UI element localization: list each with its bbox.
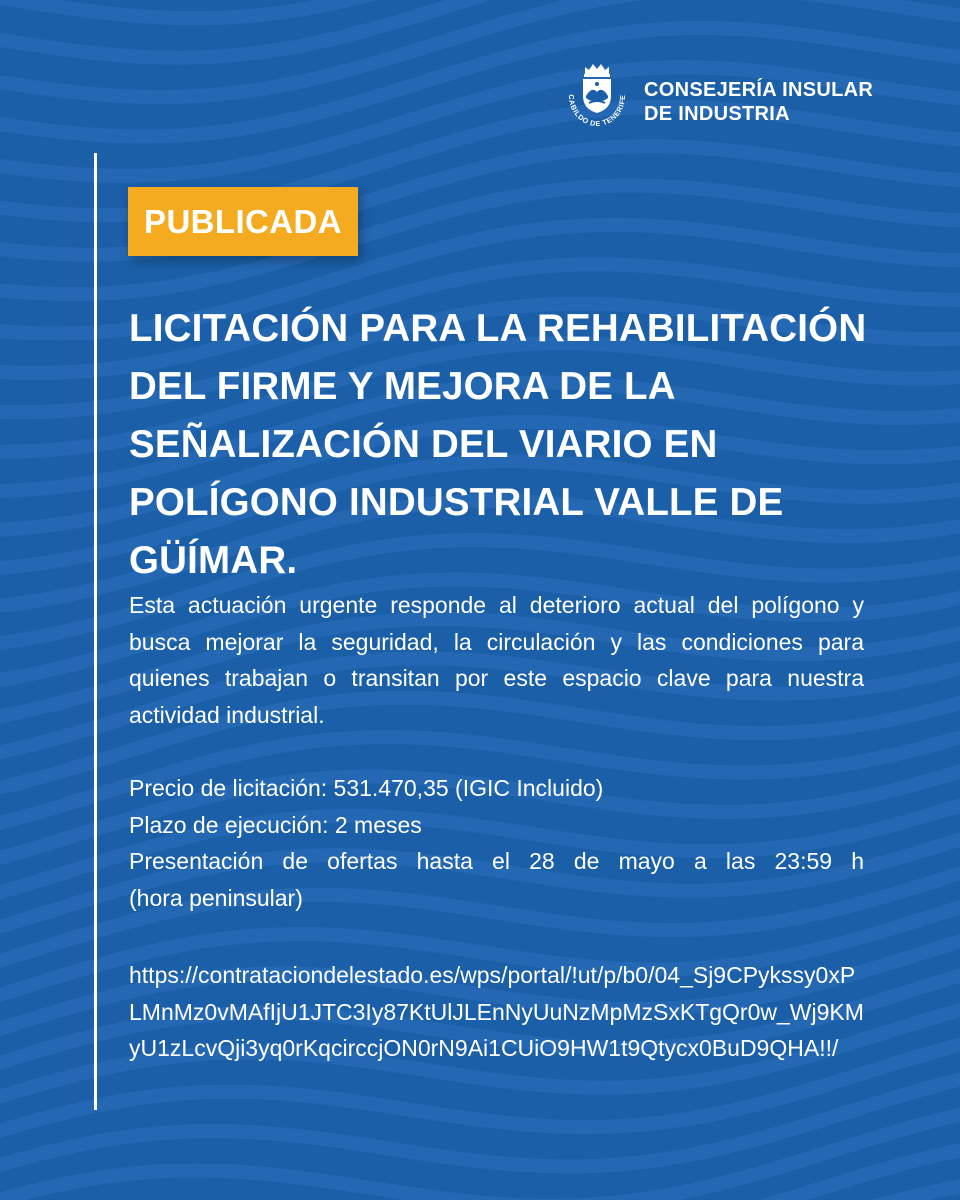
title-line: GÜÍMAR. xyxy=(129,539,298,582)
deadline-note: (hora peninsular) xyxy=(129,884,303,911)
price-line: Precio de licitación: 531.470,35 (IGIC Incluido) xyxy=(129,775,604,801)
term-line: Plazo de ejecución: 2 meses xyxy=(129,811,422,838)
title-line: DEL FIRME Y MEJORA DE LA xyxy=(129,365,676,408)
vertical-divider xyxy=(94,153,97,1110)
title-line: POLÍGONO INDUSTRIAL VALLE DE xyxy=(129,481,784,524)
organization-name xyxy=(644,78,873,126)
deadline-line: Presentación de ofertas hasta el 28 de mayo a las 23:59 h xyxy=(129,848,864,874)
organization-name-line1: CONSEJERÍA INSULAR xyxy=(644,79,874,101)
description-text: Esta actuación urgente responde al deterioro actual del polígono y busca mejorar la seguridad, la circulación y las condiciones para quienes trabajan o transitan por este espacio clave para nuestra actividad industrial. xyxy=(129,592,864,728)
title-line: SEÑALIZACIÓN DEL VIARIO EN xyxy=(129,423,718,466)
title-line: LICITACIÓN PARA LA REHABILITACIÓN xyxy=(129,307,867,350)
organization-name-line2: DE INDUSTRIA xyxy=(644,103,790,125)
tender-details xyxy=(129,770,864,916)
description-paragraph xyxy=(129,587,864,733)
status-badge: PUBLICADA xyxy=(128,187,358,256)
page-title xyxy=(129,300,889,590)
svg-text:CABILDO DE TENERIFE: CABILDO DE TENERIFE xyxy=(566,94,628,129)
tender-link[interactable]: https://contrataciondelestado.es/wps/portal/!ut/p/b0/04_Sj9CPykssy0xPLMnMz0vMAfIjU1JTC3Iy87KtUlJLEnNyUuNzMpMzSxKTgQr0w_Wj9KMyU1zLcvQji3yq0rKqcirccjON0rN9Ai1CUiO9HW1t9Qtycx0BuD9QHA!!/ xyxy=(129,962,864,1061)
cabildo-de-tenerife-crest-icon xyxy=(562,62,632,140)
